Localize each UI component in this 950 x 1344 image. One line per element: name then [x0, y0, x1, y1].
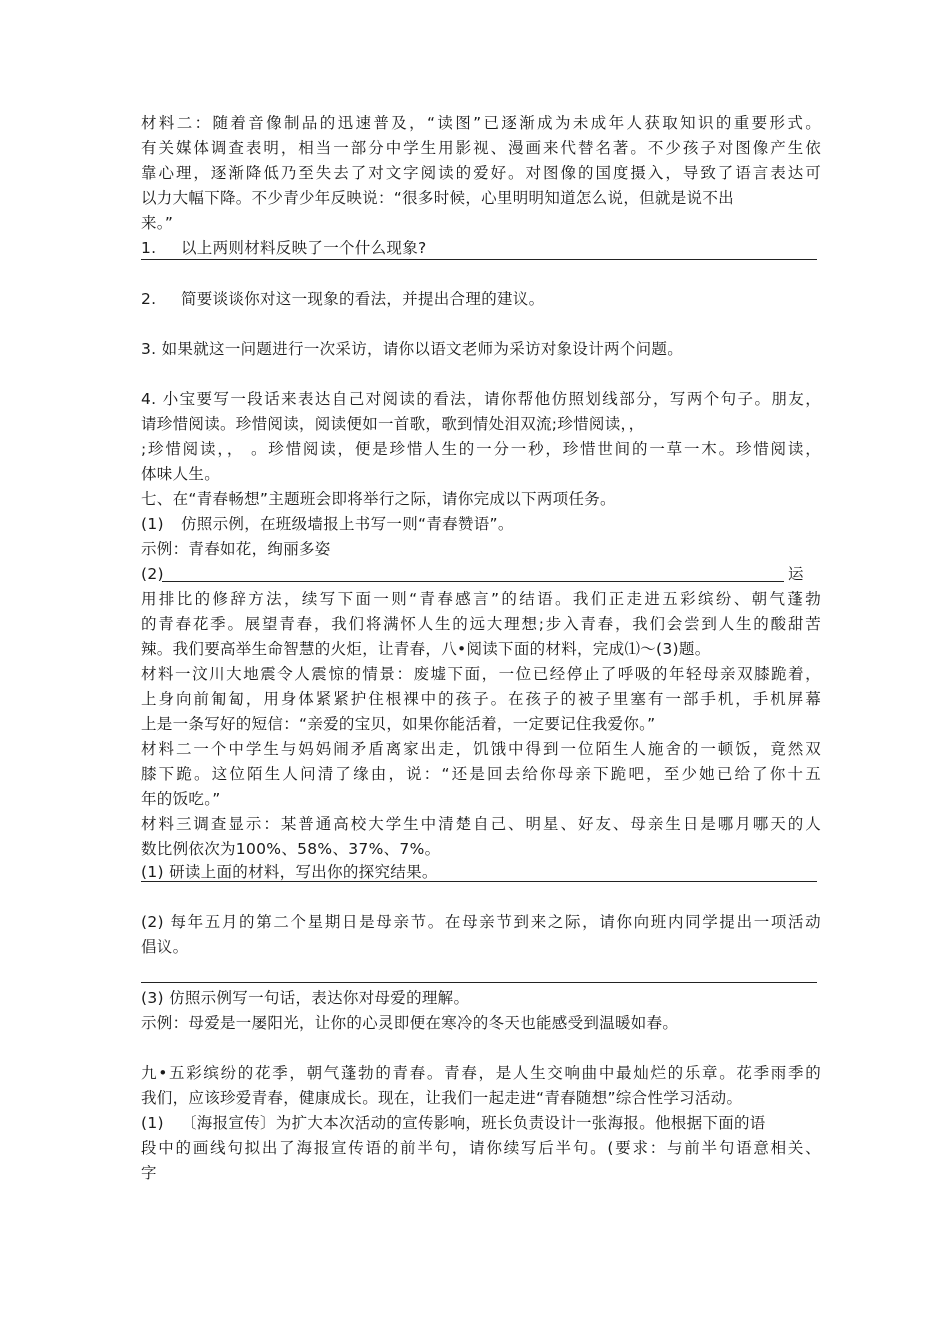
- material-a-line-3: 上是一条写好的短信：“亲爱的宝贝，如果你能活着，一定要记住我爱你。”: [141, 715, 656, 733]
- section-9-line-5: 字: [141, 1164, 157, 1182]
- question-4-line-1: 4. 小宝要写一段话来表达自己对阅读的看法，请你帮他仿照划线部分，写两个句子。朋友，: [141, 390, 821, 408]
- material-a-line-1: 材料一汶川大地震令人震惊的情景：废墟下面，一位已经停止了呼吸的年轻母亲双膝跪着，: [141, 665, 821, 683]
- material2-line-3: 靠心理，逐渐降低乃至失去了对文字阅读的爱好。对图像的国度摄入，导致了语言表达可: [141, 164, 821, 182]
- section-7-example: 示例：青春如花，绚丽多姿: [141, 540, 331, 558]
- material2-line-2: 有关媒体调查表明，相当一部分中学生用影视、漫画来代替名著。不少孩子对图像产生依: [141, 139, 821, 157]
- material-b-line-2: 膝下跪。这位陌生人问清了缘由，说：“还是回去给你母亲下跪吧，至少她已给了你十五: [141, 765, 821, 783]
- question-4-line-2: 请珍惜阅读。珍惜阅读，阅读便如一首歌，歌到情处泪双流;珍惜阅读，，: [141, 415, 645, 433]
- section-7-para-line-2: 的青春花季。展望青春，我们将满怀人生的远大理想;步入青春，我们会尝到人生的酸甜苦: [141, 615, 821, 633]
- section-8-question-2-line-2: 倡议。: [141, 938, 189, 956]
- answer-line-q1: [141, 259, 817, 260]
- section-7-para-line-3: 辣。我们要高举生命智慧的火炬，让青春，八•阅读下面的材料，完成⑴〜(3)题。: [141, 640, 711, 658]
- material2-line-4: 以力大幅下降。不少青少年反映说：“很多时候，心里明明知道怎么说，但就是说不出: [141, 189, 734, 207]
- question-4-line-3: ;珍惜阅读，， 。珍惜阅读，便是珍惜人生的一分一秒，珍惜世间的一草一木。珍惜阅读，: [141, 440, 821, 458]
- material-c-line-1: 材料三调查显示：某普通高校大学生中清楚自己、明星、好友、母亲生日是哪月哪天的人: [141, 815, 821, 833]
- question-2-text: 简要谈谈你对这一现象的看法，并提出合理的建议。: [181, 290, 545, 308]
- section-8-question-1: (1) 研读上面的材料，写出你的探究结果。: [141, 863, 438, 881]
- section-8-question-3: (3) 仿照示例写一句话，表达你对母爱的理解。: [141, 989, 470, 1007]
- material2-line-1: 材料二：随着音像制品的迅速普及，“读图”已逐渐成为未成年人获取知识的重要形式。: [141, 114, 821, 132]
- section-9-item-1: [141, 1113, 821, 1133]
- section-7-item-1-text: 仿照示例，在班级墙报上书写一则“青春赞语”。: [181, 515, 514, 533]
- section-8-example: 示例：母爱是一屡阳光，让你的心灵即便在寒冷的冬天也能感受到温暖如春。: [141, 1014, 679, 1032]
- answer-line-s8-q1: [141, 881, 817, 882]
- section-7-item-2-tail: 运: [788, 565, 804, 583]
- material-b-line-1: 材料二一个中学生与妈妈闹矛盾离家出走，饥饿中得到一位陌生人施舍的一顿饭，竟然双: [141, 740, 821, 758]
- section-9-item-1-number: (1): [141, 1114, 164, 1132]
- answer-blank-line: [162, 581, 784, 582]
- section-7-item-1: [141, 514, 821, 534]
- question-4-line-4: 体味人生。: [141, 465, 221, 483]
- question-1: [141, 238, 821, 258]
- section-9-item-1-text: 〔海报宣传〕为扩大本次活动的宣传影响，班长负责设计一张海报。他根据下面的语: [181, 1114, 766, 1132]
- material-c-line-2: 数比例依次为100%、58%、37%、7%。: [141, 840, 441, 858]
- question-3: 3. 如果就这一问题进行一次采访，请你以语文老师为采访对象设计两个问题。: [141, 340, 684, 358]
- section-7-para-line-1: 用排比的修辞方法，续写下面一则“青春感言”的结语。我们正走进五彩缤纷、朝气蓬勃: [141, 590, 821, 608]
- question-2-number: 2.: [141, 290, 157, 308]
- question-1-number: 1.: [141, 239, 157, 257]
- question-1-text: 以上两则材料反映了一个什么现象?: [181, 239, 427, 257]
- section-7-item-2-number: (2): [141, 565, 164, 583]
- section-8-question-2-line-1: (2) 每年五月的第二个星期日是母亲节。在母亲节到来之际，请你向班内同学提出一项活动: [141, 913, 821, 931]
- section-9-line-2: 我们，应该珍爱青春，健康成长。现在，让我们一起走进“青春随想”综合性学习活动。: [141, 1089, 743, 1107]
- material-b-line-3: 年的饭吃。”: [141, 790, 221, 808]
- section-9-line-1: 九•五彩缤纷的花季，朝气蓬勃的青春。青春，是人生交响曲中最灿烂的乐章。花季雨季的: [141, 1064, 821, 1082]
- material-a-line-2: 上身向前匍匐，用身体紧紧护住根裸中的孩子。在孩子的被子里塞有一部手机，手机屏幕: [141, 690, 821, 708]
- answer-line-s8-q2: [141, 982, 817, 983]
- material2-line-5: 来。”: [141, 214, 174, 232]
- section-7-title: 七、在“青春畅想”主题班会即将举行之际，请你完成以下两项任务。: [141, 490, 616, 508]
- section-9-line-4: 段中的画线句拟出了海报宣传语的前半句，请你续写后半句。(要求：与前半句语意相关、: [141, 1139, 821, 1157]
- question-2: [141, 289, 821, 309]
- section-7-item-1-number: (1): [141, 515, 164, 533]
